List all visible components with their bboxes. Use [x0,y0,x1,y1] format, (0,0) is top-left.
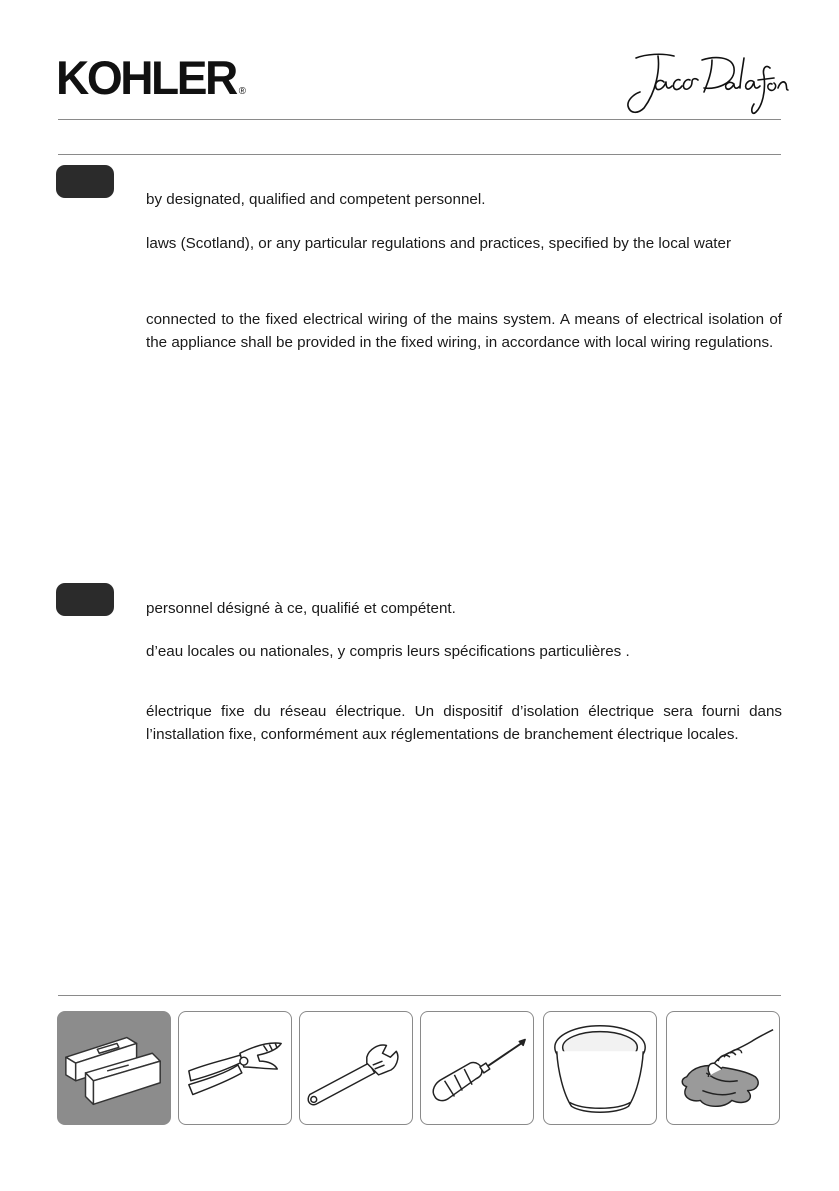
tool-pliers [178,1011,292,1125]
language-badge-en [56,165,114,198]
cleaning-cloth-icon [667,1012,779,1124]
header-rule [58,119,781,120]
adjustable-wrench-icon [300,1012,412,1124]
jacob-delafon-signature-logo [622,48,790,118]
toolbox-icon [58,1012,170,1124]
language-badge-fr [56,583,114,616]
tool-screwdriver [420,1011,534,1125]
pliers-icon [179,1012,291,1124]
tool-cloth [666,1011,780,1125]
paragraph-fr-3: électrique fixe du réseau électrique. Un dispositif d’isolation électrique sera fourni dans l’installation fixe, conformément aux réglementations de branchement électrique locales. [146,703,782,743]
kohler-logo [56,51,246,104]
paragraph-en-3: connected to the fixed electrical wiring of the mains system. A means of electrical isolation of the appliance shall be provided in the fixed wiring, in accordance with local wiring regulations. [146,311,782,351]
paragraph-fr-2: d’eau locales ou nationales, y compris leurs spécifications particulières . [146,643,630,660]
tool-toolbox [57,1011,171,1125]
tool-wrench [299,1011,413,1125]
kohler-logo-text: KOHLER [56,51,236,104]
tool-bucket [543,1011,657,1125]
registered-mark: ® [238,86,246,97]
bucket-icon [544,1012,656,1124]
paragraph-en-2: laws (Scotland), or any particular regulations and practices, specified by the local water [146,235,732,252]
section-rule [58,154,781,155]
screwdriver-icon [421,1012,533,1124]
paragraph-fr-1: personnel désigné à ce, qualifié et compétent. [146,600,456,617]
footer-rule [58,995,781,996]
paragraph-en-1: by designated, qualified and competent personnel. [146,191,486,208]
